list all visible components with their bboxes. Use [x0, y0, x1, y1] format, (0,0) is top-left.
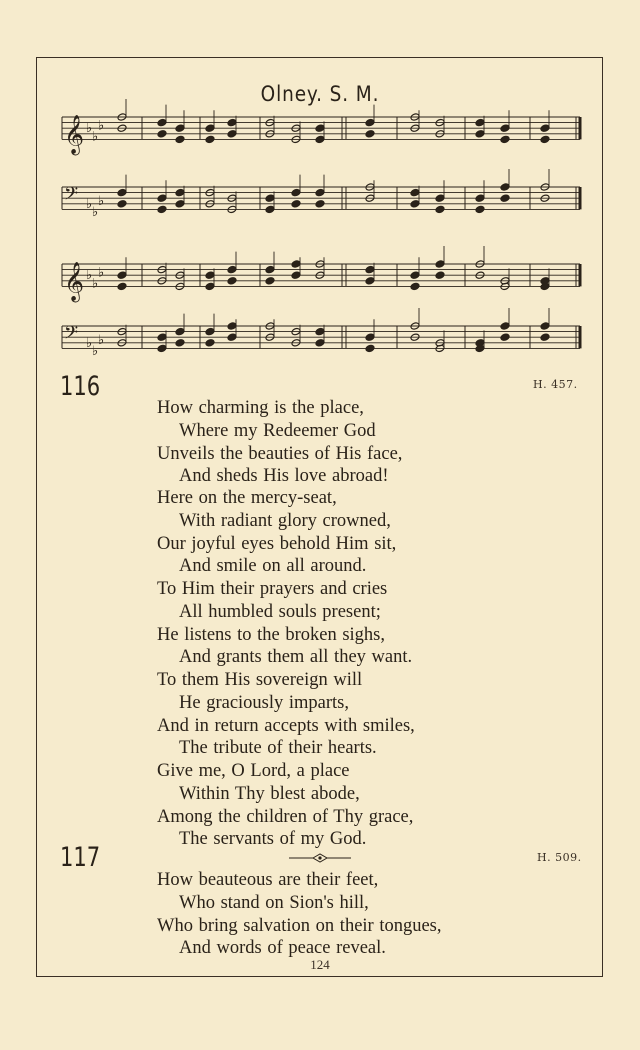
note-head — [500, 183, 510, 191]
note-head — [365, 277, 375, 285]
verse-line: And smile on all around. — [179, 556, 367, 577]
flat-icon: ♭ — [98, 265, 105, 281]
note-head — [410, 188, 420, 196]
treble-clef-icon: 𝄞 — [64, 261, 85, 302]
note-head — [205, 327, 215, 335]
note-head — [117, 282, 127, 290]
flat-icon: ♭ — [92, 205, 99, 221]
note-head — [410, 282, 420, 290]
verse-line: Among the children of Thy grace, — [157, 806, 414, 827]
note-head — [117, 188, 127, 196]
note-head — [500, 194, 510, 202]
hymn-117-stanza-1 — [157, 869, 442, 960]
hymn-116-stanza-1 — [157, 397, 402, 488]
note-head — [315, 188, 325, 196]
note-head — [227, 130, 237, 138]
verse-line: And in return accepts with smiles, — [157, 715, 415, 736]
note-head — [227, 118, 237, 126]
note-head — [540, 333, 550, 341]
flat-icon: ♭ — [98, 118, 105, 134]
note-head — [157, 118, 167, 126]
flat-icon: ♭ — [86, 196, 93, 212]
note-head — [315, 339, 325, 347]
flat-icon: ♭ — [86, 268, 93, 284]
verse-line: Who bring salvation on their tongues, — [157, 915, 442, 936]
note-head — [365, 130, 375, 138]
verse-line: All humbled souls present; — [179, 601, 381, 622]
note-head — [227, 322, 237, 330]
hymn-116-stanza-5 — [157, 760, 413, 851]
flat-icon: ♭ — [86, 335, 93, 351]
note-head — [365, 118, 375, 126]
note-head — [475, 194, 485, 202]
note-head — [205, 135, 215, 143]
note-head — [365, 333, 375, 341]
note-head — [265, 205, 275, 213]
hymn-number-116: 116 — [60, 371, 101, 402]
note-head — [540, 322, 550, 330]
note-head — [500, 333, 510, 341]
note-head — [315, 327, 325, 335]
verse-line: The servants of my God. — [179, 829, 367, 850]
note-head — [157, 344, 167, 352]
hymn-reference-117: H. 509. — [537, 851, 582, 864]
note-head — [500, 135, 510, 143]
note-head — [175, 200, 185, 208]
ornamental-divider-icon — [289, 852, 351, 864]
page-number: 124 — [310, 957, 330, 972]
verse-line: And sheds His love abroad! — [179, 466, 389, 487]
verse-line: And grants them all they want. — [179, 647, 413, 668]
note-head — [475, 118, 485, 126]
verse-line: The tribute of their hearts. — [179, 738, 377, 759]
verse-line: How beauteous are their feet, — [157, 870, 379, 890]
verse-line: Here on the mercy-seat, — [157, 488, 337, 508]
note-head — [315, 124, 325, 132]
flat-icon: ♭ — [98, 194, 105, 209]
note-head — [410, 271, 420, 279]
verse-line: Where my Redeemer God — [179, 420, 376, 441]
verse-line: He listens to the broken sighs, — [157, 624, 386, 645]
hymn-number-117: 117 — [60, 842, 101, 873]
note-head — [435, 205, 445, 213]
verse-line: To Him their prayers and cries — [157, 579, 388, 599]
verse-line: How charming is the place, — [157, 398, 364, 418]
flat-icon: ♭ — [86, 121, 93, 137]
flat-icon: ♭ — [92, 276, 99, 292]
note-head — [157, 205, 167, 213]
note-head — [157, 130, 167, 138]
verse-line: Give me, O Lord, a place — [157, 761, 350, 781]
note-head — [475, 130, 485, 138]
note-head — [435, 194, 445, 202]
hymn-116-stanza-2 — [157, 487, 396, 578]
note-head — [365, 265, 375, 273]
note-head — [227, 333, 237, 341]
note-head — [540, 124, 550, 132]
note-head — [435, 260, 445, 268]
verse-line: Our joyful eyes behold Him sit, — [157, 533, 397, 554]
verse-line: Who stand on Sion's hill, — [179, 892, 369, 913]
note-head — [410, 200, 420, 208]
note-head — [500, 124, 510, 132]
note-head — [315, 200, 325, 208]
note-head — [291, 200, 301, 208]
treble-clef-icon: 𝄞 — [64, 114, 85, 155]
note-head — [117, 200, 127, 208]
flat-icon: ♭ — [92, 129, 99, 145]
verse-line: He graciously imparts, — [179, 692, 349, 713]
note-head — [205, 271, 215, 279]
note-head — [175, 135, 185, 143]
bass-clef-icon: 𝄢 — [64, 184, 79, 209]
note-head — [291, 271, 301, 279]
tune-title: Olney. S. M. — [260, 82, 380, 106]
note-head — [291, 188, 301, 196]
verse-line: And words of peace reveal. — [179, 938, 386, 959]
note-head — [540, 135, 550, 143]
note-head — [175, 327, 185, 335]
note-head — [365, 344, 375, 352]
verse-line: To them His sovereign will — [157, 670, 363, 690]
note-head — [265, 194, 275, 202]
note-head — [175, 188, 185, 196]
music-score — [0, 0, 640, 370]
note-head — [291, 260, 301, 268]
note-head — [117, 271, 127, 279]
note-head — [475, 205, 485, 213]
hymn-116-stanza-4 — [157, 669, 415, 760]
note-head — [227, 265, 237, 273]
flat-icon: ♭ — [98, 333, 105, 348]
note-head — [315, 135, 325, 143]
hymn-reference-116: H. 457. — [533, 378, 578, 391]
verse-line: Unveils the beauties of His face, — [157, 443, 403, 464]
bass-clef-icon: 𝄢 — [64, 323, 79, 348]
note-head — [227, 277, 237, 285]
note-head — [500, 322, 510, 330]
verse-line: With radiant glory crowned, — [179, 510, 391, 531]
note-head — [265, 265, 275, 273]
note-head — [265, 277, 275, 285]
hymn-116-stanza-3 — [157, 578, 412, 669]
note-head — [175, 124, 185, 132]
note-head — [175, 339, 185, 347]
note-head — [205, 282, 215, 290]
verse-line: Within Thy blest abode, — [179, 783, 360, 804]
note-head — [157, 333, 167, 341]
note-head — [205, 339, 215, 347]
note-head — [157, 194, 167, 202]
flat-icon: ♭ — [92, 344, 99, 360]
note-head — [205, 124, 215, 132]
note-head — [435, 271, 445, 279]
